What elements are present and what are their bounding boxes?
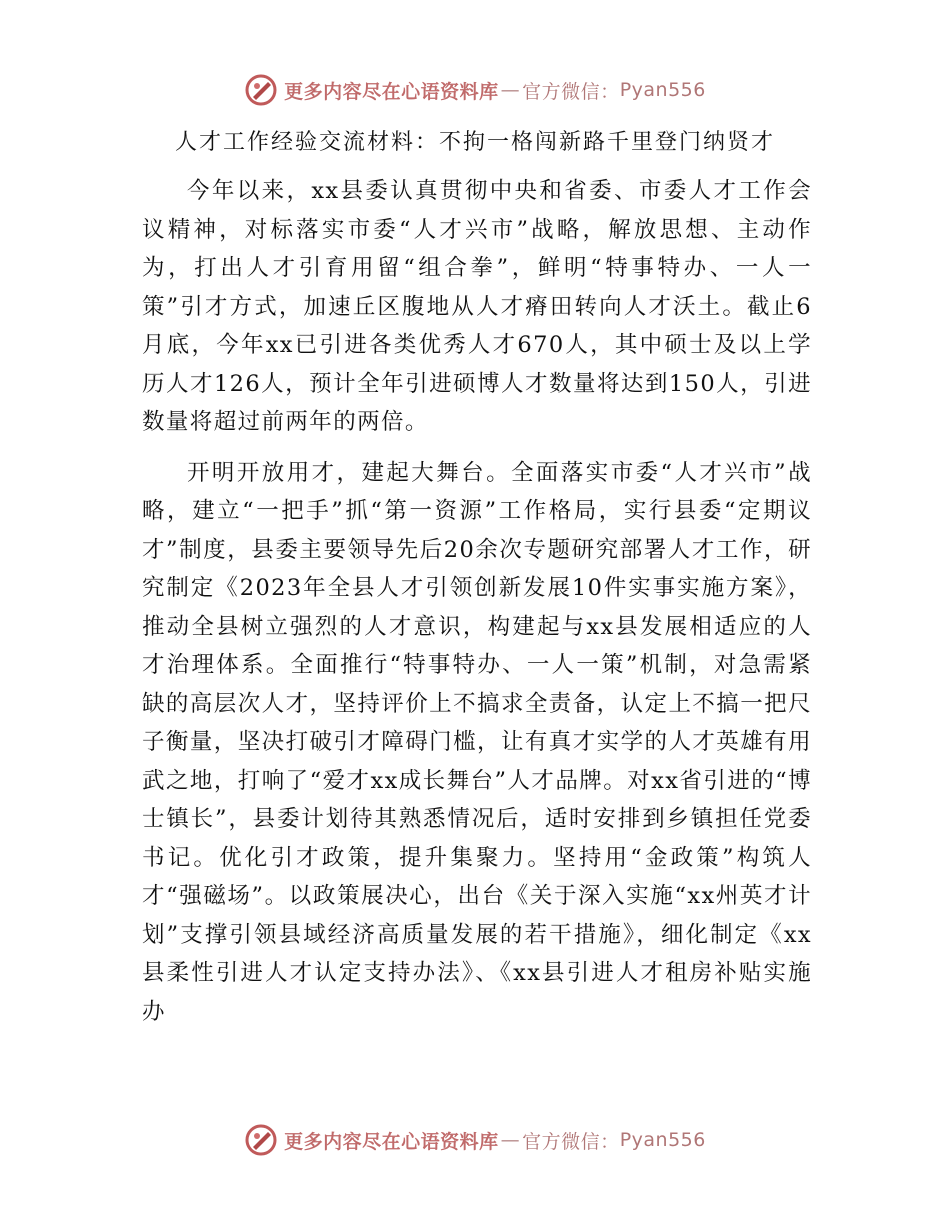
brand-logo-icon bbox=[244, 73, 278, 107]
document-title: 人才工作经验交流材料：不拘一格闯新路千里登门纳贤才 bbox=[174, 130, 775, 155]
watermark-separator: — bbox=[500, 1129, 521, 1151]
watermark-label: 官方微信： bbox=[522, 1130, 620, 1153]
watermark-separator: — bbox=[500, 79, 521, 101]
brand-logo-icon bbox=[244, 1123, 278, 1157]
document-body bbox=[142, 172, 812, 1031]
header-watermark bbox=[0, 70, 950, 110]
watermark-id: Pyan556 bbox=[619, 1129, 706, 1151]
watermark-text: 更多内容尽在心语资料库 bbox=[284, 1130, 499, 1153]
watermark-id: Pyan556 bbox=[619, 79, 706, 101]
paragraph-intro: 今年以来，xx县委认真贯彻中央和省委、市委人才工作会议精神，对标落实市委“人才兴市”战略，解放思想、主动作为，打出人才引育用留“组合拳”，鲜明“特事特办、一人一策”引才方式，加速丘区腹地从人才瘠田转向人才沃土。截止6月底，今年xx已引进各类优秀人才670人，其中硕士及以上学历人才126人，预计全年引进硕博人才数量将达到150人，引进数量将超过前两年的两倍。 bbox=[142, 178, 812, 435]
footer-watermark bbox=[0, 1120, 950, 1160]
watermark-text: 更多内容尽在心语资料库 bbox=[284, 80, 499, 103]
paragraph-open-talent: 开明开放用才，建起大舞台。全面落实市委“人才兴市”战略，建立“一把手”抓“第一资源”工作格局，实行县委“定期议才”制度，县委主要领导先后20余次专题研究部署人才工作，研究制定《2023年全县人才引领创新发展10件实事实施方案》，推动全县树立强烈的人才意识，构建起与xx县发展相适应的人才治理体系。全面推行“特事特办、一人一策”机制，对急需紧缺的高层次人才，坚持评价上不搞求全责备，认定上不搞一把尺子衡量，坚决打破引才障碍门槛，让有真才实学的人才英雄有用武之地，打响了“爱才xx成长舞台”人才品牌。对xx省引进的“博士镇长”，县委计划待其熟悉情况后，适时安排到乡镇担任党委书记。优化引才政策，提升集聚力。坚持用“金政策”构筑人才“强磁场”。以政策展决心，出台《关于深入实施“xx州英才计划”支撑引领县域经济高质量发展的若干措施》，细化制定《xx县柔性引进人才认定支持办法》、《xx县引进人才租房补贴实施办 bbox=[142, 459, 812, 1025]
watermark-label: 官方微信： bbox=[522, 80, 620, 103]
